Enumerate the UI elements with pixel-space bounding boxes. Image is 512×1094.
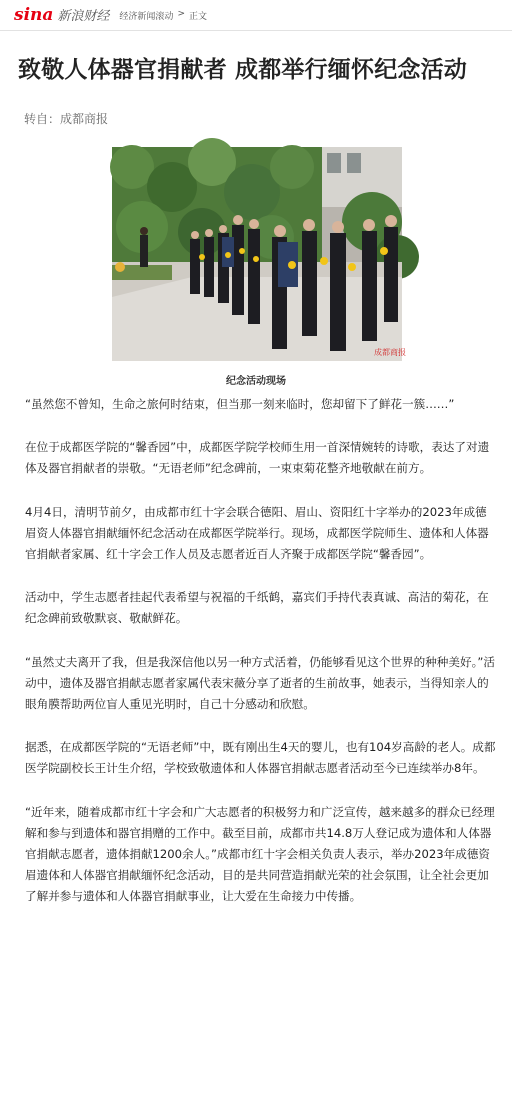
article-body bbox=[25, 394, 497, 930]
article-paragraph: 在位于成都医学院的“馨香园”中，成都医学院学校师生用一首深情婉转的诗歌，表达了对遗体及器官捐献者的崇敬。“无语老师”纪念碑前，一束束菊花整齐地敬献在前方。 bbox=[25, 440, 490, 476]
image-caption: 纪念活动现场 bbox=[226, 376, 286, 387]
article-paragraph: 活动中，学生志愿者挂起代表希望与祝福的千纸鹤，嘉宾们手持代表真诚、高洁的菊花，在纪念碑前致敬默哀、敬献鲜花。 bbox=[25, 590, 489, 626]
breadcrumb bbox=[119, 9, 207, 22]
site-header bbox=[0, 0, 512, 31]
article-title: 致敬人体器官捐献者 成都举行缅怀纪念活动 bbox=[18, 57, 468, 83]
logo-finance-label: 新浪财经 bbox=[57, 9, 110, 24]
article-paragraph: 4月4日，清明节前夕，由成都市红十字会联合德阳、眉山、资阳红十字举办的2023年成德眉资人体器官捐献缅怀纪念活动在成都医学院举行。现场，成都医学院师生、遗体和人体器官捐献者家属、红十字会工作人员及志愿者近百人齐聚于成都医学院“馨香园”。 bbox=[25, 504, 489, 562]
photo-watermark: 成都商报 bbox=[374, 348, 406, 357]
article-paragraph: “虽然您不曾知，生命之旅何时结束，但当那一刻来临时，您却留下了鲜花一簇……” bbox=[25, 397, 455, 411]
breadcrumb-link-news[interactable]: 经济新闻滚动 bbox=[119, 11, 174, 22]
logo-wordmark: sina bbox=[14, 5, 54, 25]
article-paragraph: “近年来，随着成都市红十字会和广大志愿者的积极努力和广泛宣传，越来越多的群众已经理解和参与到遗体和器官捐赠的工作中。截至目前，成都市共14.8万人登记成为遗体和人体器官捐献志愿者，遗体捐献1200余人。”成都市红十字会相关负责人表示，举办2023年成德资眉遗体和人体器官捐献缅怀纪念活动，目的是共同营造捐献光荣的社会氛围，让全社会更加了解并参与遗体和人体器官捐献事业，让大爱在生命接力中传播。 bbox=[25, 804, 495, 904]
article-paragraph: 据悉，在成都医学院的“无语老师”中，既有刚出生4天的婴儿，也有104岁高龄的老人。成都医学院副校长王计生介绍，学校致敬遗体和人体器官捐献志愿者活动至今已连续举办8年。 bbox=[25, 740, 496, 776]
sina-logo[interactable] bbox=[14, 5, 109, 25]
article-source: 转自：成都商报 bbox=[24, 112, 109, 126]
event-photo bbox=[112, 147, 406, 361]
article-paragraph: “虽然丈夫离开了我，但是我深信他以另一种方式活着，仍能够看见这个世界的种种美好。”活动中，遗体及器官捐献志愿者家属代表宋薇分享了逝者的生前故事，她表示，当得知亲人的眼角膜帮助两位盲人重见光明时，自己十分感动和欣慰。 bbox=[25, 654, 495, 712]
breadcrumb-separator: > bbox=[177, 8, 185, 19]
breadcrumb-current: 正文 bbox=[188, 11, 207, 22]
